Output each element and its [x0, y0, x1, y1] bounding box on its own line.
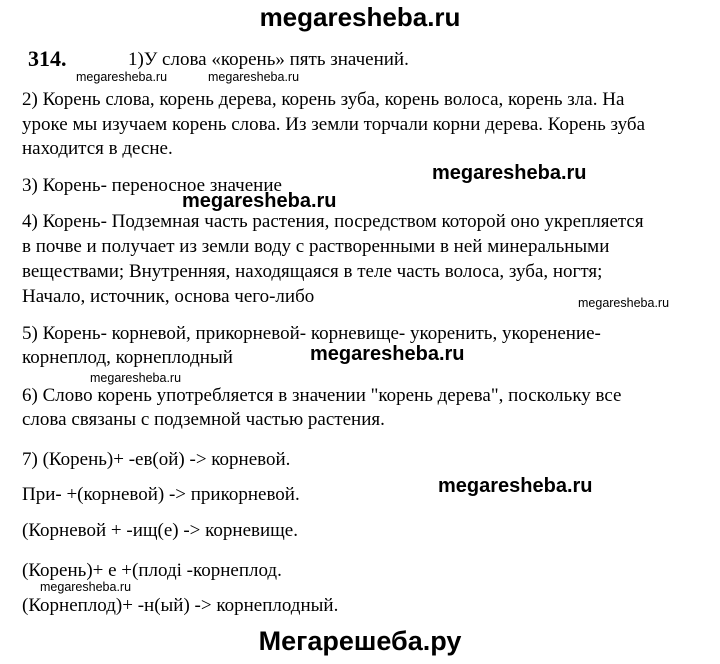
task-number: 314. — [28, 46, 67, 71]
task-line-12: 6) Слово корень употребляется в значении "корень дерева", поскольку все — [22, 385, 622, 406]
watermark-small: megaresheba.ru — [208, 70, 300, 84]
site-footer-title: Мегарешеба.ру — [258, 626, 462, 656]
task-line-1: 1)У слова «корень» пять значений. — [128, 49, 409, 70]
watermark-small: megaresheba.ru — [90, 371, 182, 385]
watermark-small: megaresheba.ru — [76, 70, 168, 84]
task-line-6: 4) Корень- Подземная часть растения, посредством которой оно укрепляется — [22, 211, 644, 232]
task-line-18: (Корнеплод)+ -н(ый) -> корнеплодный. — [22, 595, 339, 616]
task-line-16: (Корневой + -ищ(е) -> корневище. — [22, 520, 298, 541]
task-line-9: Начало, источник, основа чего-либо — [22, 286, 315, 307]
task-line-3: уроке мы изучаем корень слова. Из земли торчали корни дерева. Корень зуба — [22, 114, 646, 135]
task-line-11: корнеплод, корнеплодный — [22, 347, 233, 368]
task-line-7: в почве и получает из земли воду с растворенными в ней минеральными — [22, 236, 610, 257]
task-line-10: 5) Корень- корневой, прикорневой- корневище- укоренить, укоренение- — [22, 323, 601, 344]
task-line-8: веществами; Внутренняя, находящаяся в теле часть волоса, зуба, ногтя; — [22, 261, 603, 282]
task-line-17: (Корень)+ е +(плоді -корнеплод. — [22, 560, 282, 581]
watermark-small: megaresheba.ru — [40, 580, 132, 594]
watermark-large: megaresheba.ru — [438, 475, 593, 497]
task-line-5: 3) Корень- переносное значение — [22, 175, 282, 196]
task-line-15: При- +(корневой) -> прикорневой. — [22, 484, 300, 505]
task-line-2: 2) Корень слова, корень дерева, корень зуба, корень волоса, корень зла. На — [22, 89, 625, 110]
watermark-large: megaresheba.ru — [432, 162, 587, 184]
watermark-large: megaresheba.ru — [182, 190, 337, 212]
task-line-13: слова связаны с подземной частью растения. — [22, 409, 385, 430]
task-line-4: находится в десне. — [22, 138, 173, 159]
task-line-14: 7) (Корень)+ -ев(ой) -> корневой. — [22, 449, 291, 470]
site-header-title: megaresheba.ru — [259, 2, 461, 32]
watermark-large: megaresheba.ru — [310, 343, 465, 365]
watermark-small: megaresheba.ru — [578, 296, 670, 310]
